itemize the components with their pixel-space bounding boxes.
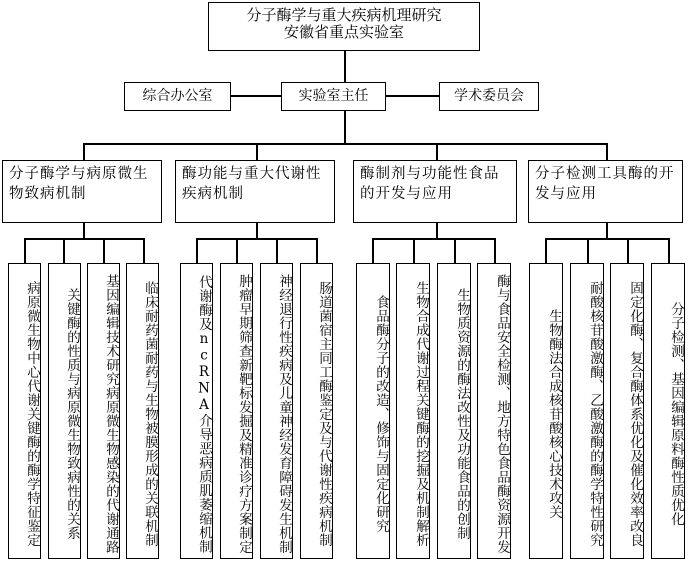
connector-leaf-drop xyxy=(103,238,105,264)
leaf-box xyxy=(477,263,511,559)
leaf-label: 临床耐药菌耐药与生物被膜形成的关联机制 xyxy=(142,281,158,547)
leaf-label: 耐酸核苷酸激酶、乙酸激酶的酶学特性研究 xyxy=(587,281,603,547)
connector-leaf-drop xyxy=(316,238,318,264)
leaf-box xyxy=(570,263,604,559)
leaf-label: 肠道菌宿主同工酶鉴定及与代谢性疾病机制 xyxy=(316,281,332,547)
leaf-label: 酶与食品安全检测、地方特色食品酶资源开发 xyxy=(494,274,510,554)
connector-leaf-drop xyxy=(24,238,26,264)
category-label-2: 酶功能与重大代谢性疾病机制 xyxy=(182,166,322,202)
office-label: 综合办公室 xyxy=(142,88,213,104)
leaf-box xyxy=(529,263,563,559)
connector-leaf-drop xyxy=(545,238,547,264)
leaf-box xyxy=(437,263,471,559)
leaf-label: 神经退行性疾病及儿童神经发育障碍发生机制 xyxy=(276,274,292,554)
leaf-box xyxy=(8,263,41,559)
leaf-box xyxy=(300,263,333,559)
leaf-box xyxy=(396,263,430,559)
connector-leaf-drop xyxy=(627,238,629,264)
leaf-label: 生物酶法合成核苷酸核心技术攻关 xyxy=(546,309,562,519)
leaf-label: 基因编辑技术研究病原微生物感染的代谢通路 xyxy=(103,274,119,554)
connector-cat3-leaf-bar xyxy=(372,238,495,240)
connector-cat2-leaf-stem xyxy=(256,222,258,238)
category-box-1 xyxy=(2,160,162,223)
leaf-label: 固定化酶、复合酶体系优化及催化效率改良 xyxy=(627,281,643,547)
lab-title-line1: 分子酶学与重大疾病机理研究 xyxy=(246,6,442,24)
leaf-box xyxy=(356,263,390,559)
connector-leaf-drop xyxy=(276,238,278,264)
connector-leaf-drop xyxy=(143,238,145,264)
lab-title-box xyxy=(208,2,480,51)
director-label: 实验室主任 xyxy=(298,88,369,104)
committee-label: 学术委员会 xyxy=(454,88,524,104)
connector-leaf-drop xyxy=(668,238,670,264)
connector-leaf-drop xyxy=(494,238,496,264)
connector-cat1-leaf-stem xyxy=(83,222,85,238)
leaf-label: 代谢酶及ncRNA介导恶病质肌萎缩机制 xyxy=(196,274,212,554)
office-box xyxy=(124,82,231,111)
category-label-1: 分子酶学与病原微生物致病机制 xyxy=(9,166,149,202)
connector-mid-to-cats xyxy=(344,110,346,144)
connector-cat3-down xyxy=(436,143,438,161)
leaf-box xyxy=(610,263,644,559)
connector-leaf-drop xyxy=(454,238,456,264)
leaf-box xyxy=(48,263,81,559)
leaf-label: 生物合成代谢过程关键酶的挖掘及机制解析 xyxy=(413,281,429,547)
connector-cat4-down xyxy=(606,143,608,161)
leaf-label: 分子检测、基因编辑原料酶性质优化 xyxy=(668,302,684,526)
category-box-3 xyxy=(353,160,517,223)
category-box-4 xyxy=(528,160,683,223)
leaf-box xyxy=(180,263,213,559)
connector-leaf-drop xyxy=(413,238,415,264)
connector-leaf-drop xyxy=(236,238,238,264)
leaf-box xyxy=(651,263,685,559)
leaf-box xyxy=(260,263,293,559)
category-label-4: 分子检测工具酶的开发与应用 xyxy=(535,166,675,202)
leaf-label: 关键酶的性质与病原微生物致病性的关系 xyxy=(64,288,80,540)
connector-top-to-mid xyxy=(344,50,346,83)
leaf-label: 食品酶分子的改造、修饰与固定化研究 xyxy=(373,295,389,533)
category-box-2 xyxy=(175,160,335,223)
category-label-3: 酶制剂与功能性食品的开发与应用 xyxy=(360,166,500,202)
connector-cat1-down xyxy=(83,143,85,161)
connector-cat3-leaf-stem xyxy=(436,222,438,238)
committee-box xyxy=(439,82,539,111)
connector-leaf-drop xyxy=(372,238,374,264)
connector-leaf-drop xyxy=(63,238,65,264)
connector-cat2-down xyxy=(256,143,258,161)
connector-cat4-leaf-stem xyxy=(606,222,608,238)
connector-cat4-leaf-bar xyxy=(545,238,668,240)
connector-leaf-drop xyxy=(587,238,589,264)
leaf-label: 病原微生物中心代谢关键酶的酶学特征鉴定 xyxy=(24,281,40,547)
connector-cats-horizontal xyxy=(83,143,606,145)
lab-title-line2: 安徽省重点实验室 xyxy=(283,23,404,42)
leaf-box xyxy=(87,263,120,559)
connector-cat2-leaf-bar xyxy=(196,238,317,240)
leaf-box xyxy=(126,263,159,559)
director-box xyxy=(281,82,386,111)
leaf-label: 肿瘤早期筛查新靶标发掘及精准诊疗方案制定 xyxy=(236,274,252,554)
leaf-box xyxy=(220,263,253,559)
leaf-label: 生物质资源的酶法改性及功能食品的创制 xyxy=(454,288,470,540)
connector-leaf-drop xyxy=(196,238,198,264)
connector-cat1-leaf-bar xyxy=(24,238,143,240)
